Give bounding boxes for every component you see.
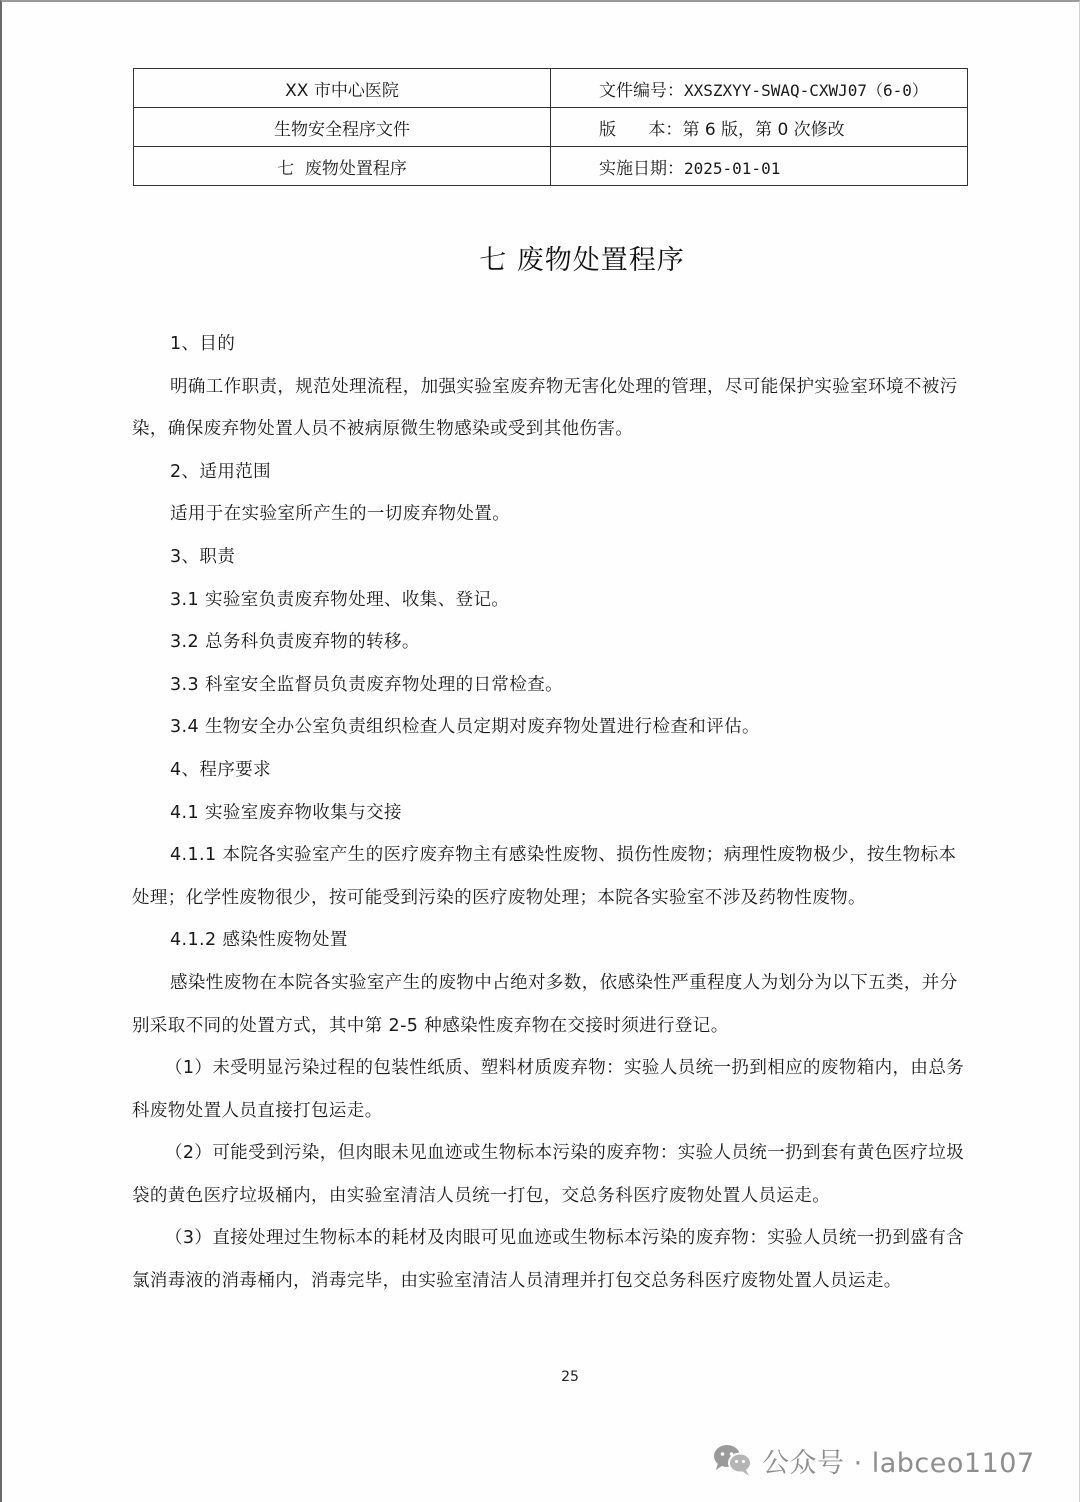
hospital-name: XX 市中心医院: [134, 69, 551, 108]
watermark-text: 公众号 · labceo1107: [762, 1447, 1035, 1479]
document-body: [132, 323, 968, 1303]
page-number: 25: [561, 1369, 579, 1385]
subsection-heading: 4.1 实验室废弃物收集与交接: [170, 802, 402, 823]
date-cell: [551, 147, 968, 186]
paragraph: 3.4 生物安全办公室负责组织检查人员定期对废弃物处置进行检查和评估。: [170, 717, 760, 738]
subsection-heading: 4.1.2 感染性废物处置: [170, 930, 348, 951]
section-heading: 2、适用范围: [170, 461, 272, 482]
version-value: 第 6 版，第 0 次修改: [682, 119, 845, 140]
paragraph: 3.2 总务科负责废弃物的转移。: [170, 632, 420, 653]
list-item: （3）直接处理过生物标本的耗材及肉眼可见血迹或生物标本污染的废弃物：实验人员统一扔到盛有含氯消毒液的消毒桶内，消毒完毕，由实验室清洁人员清理并打包交总务科医疗废物处置人员运走。: [132, 1228, 965, 1292]
version-cell: [551, 108, 968, 147]
doc-number-value: XXSZXYY-SWAQ-CXWJ07（6-0）: [684, 80, 928, 100]
section-heading: 3、职责: [170, 546, 236, 567]
date-label: 实施日期：: [599, 158, 684, 179]
date-value: 2025-01-01: [684, 158, 781, 178]
list-item: （2）可能受到污染，但肉眼未见血迹或生物标本污染的废弃物：实验人员统一扔到套有黄色医疗垃圾袋的黄色医疗垃圾桶内，由实验室清洁人员统一打包，交总务科医疗废物处置人员运走。: [132, 1143, 965, 1206]
doc-type: 生物安全程序文件: [134, 108, 551, 147]
wechat-icon: [712, 1443, 754, 1477]
page-title: 七 废物处置程序: [479, 245, 685, 276]
paragraph: 3.3 科室安全监督员负责废弃物处理的日常检查。: [170, 674, 563, 695]
doc-number-label: 文件编号：: [599, 80, 684, 101]
watermark: [712, 1436, 1035, 1484]
section-heading: 4、程序要求: [170, 759, 272, 780]
paragraph: 4.1.1 本院各实验室产生的医疗废弃物主有感染性废物、损伤性废物；病理性废物极少，按生物标本处理；化学性废物很少，按可能受到污染的医疗废物处理；本院各实验室不涉及药物性废物。: [132, 845, 957, 908]
version-label: 版 本：: [599, 119, 683, 140]
doc-number-cell: [551, 69, 968, 108]
section-heading: 1、目的: [170, 334, 236, 354]
paragraph: 适用于在实验室所产生的一切废弃物处置。: [170, 504, 511, 525]
paragraph: 感染性废物在本院各实验室产生的废物中占绝对多数，依感染性严重程度人为划分为以下五类，并分别采取不同的处置方式，其中第 2-5 种感染性废弃物在交接时须进行登记。: [132, 972, 958, 1036]
document-header-table: [133, 68, 968, 186]
chapter-name: 七 废物处置程序: [134, 147, 551, 186]
paragraph: 明确工作职责，规范处理流程，加强实验室废弃物无害化处理的管理，尽可能保护实验室环境不被污染，确保废弃物处置人员不被病原微生物感染或受到其他伤害。: [132, 376, 958, 440]
list-item: （1）未受明显污染过程的包装性纸质、塑料材质废弃物：实验人员统一扔到相应的废物箱内，由总务科废物处置人员直接打包运走。: [132, 1058, 965, 1121]
paragraph: 3.1 实验室负责废弃物处理、收集、登记。: [170, 589, 510, 610]
